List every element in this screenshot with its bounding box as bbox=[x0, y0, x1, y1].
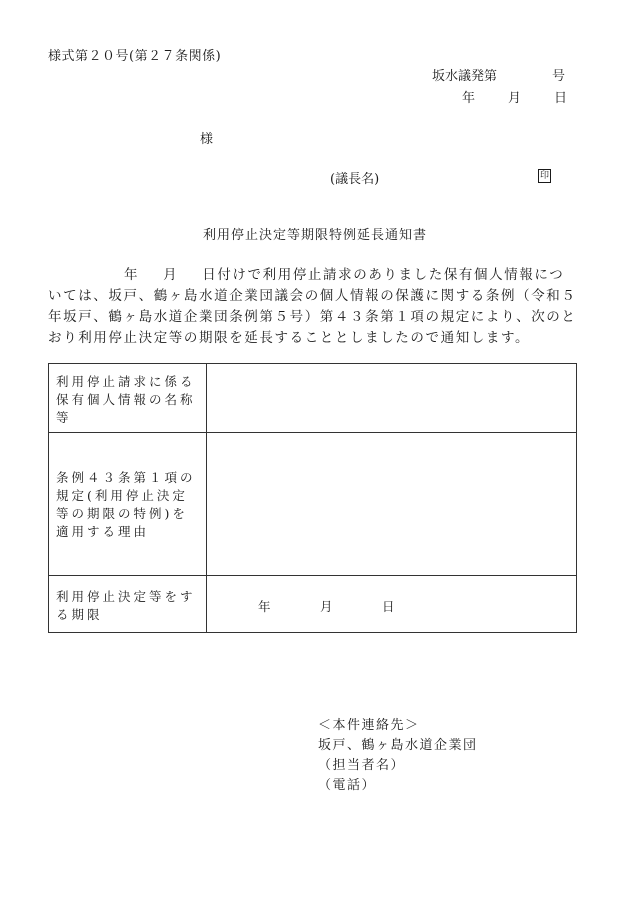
table-row bbox=[49, 364, 577, 433]
issue-date-year: 年 bbox=[462, 91, 476, 106]
table-row bbox=[49, 433, 577, 576]
deadline-year: 年 bbox=[258, 599, 271, 614]
contact-person: （担当者名） bbox=[318, 758, 406, 773]
row-label-information-name: 利用停止請求に係る保有個人情報の名称等 bbox=[49, 364, 207, 433]
table-row bbox=[49, 576, 577, 633]
contact-heading: ＜本件連絡先＞ bbox=[318, 718, 420, 733]
body-line-1 bbox=[48, 265, 578, 286]
row-value-information-name[interactable] bbox=[207, 364, 577, 433]
issue-date-month: 月 bbox=[508, 91, 522, 106]
deadline-month: 月 bbox=[320, 599, 333, 614]
body-line-1-rest: 日付けで利用停止請求のありました保有個人情報につ bbox=[202, 267, 565, 283]
notice-body bbox=[48, 265, 578, 349]
form-number-label: 様式第２０号(第２７条関係) bbox=[48, 49, 222, 64]
body-year: 年 bbox=[124, 267, 140, 283]
deadline-day: 日 bbox=[382, 599, 395, 614]
body-line-2: いては、坂戸、鶴ヶ島水道企業団議会の個人情報の保護に関する条例（令和５ bbox=[48, 288, 577, 304]
row-label-reason: 条例４３条第１項の規定(利用停止決定等の期限の特例)を適用する理由 bbox=[49, 433, 207, 576]
contact-organization: 坂戸、鶴ヶ島水道企業団 bbox=[318, 738, 478, 753]
document-number-prefix: 坂水議発第 bbox=[432, 69, 498, 84]
seal-mark: 印 bbox=[539, 171, 549, 181]
contact-block bbox=[318, 716, 478, 796]
addressee-honorific: 様 bbox=[200, 132, 214, 147]
document-number-suffix: 号 bbox=[552, 69, 566, 84]
body-month: 月 bbox=[163, 267, 179, 283]
row-label-deadline: 利用停止決定等をする期限 bbox=[49, 576, 207, 633]
body-line-3: 年坂戸、鶴ヶ島水道企業団条例第５号）第４３条第１項の規定により、次のと bbox=[48, 309, 577, 325]
details-table bbox=[48, 363, 577, 633]
issue-date-day: 日 bbox=[554, 91, 568, 106]
document-title: 利用停止決定等期限特例延長通知書 bbox=[202, 228, 427, 243]
document-number bbox=[432, 69, 566, 84]
row-value-deadline[interactable] bbox=[207, 576, 577, 633]
body-line-4: おり利用停止決定等の期限を延長することとしましたので通知します。 bbox=[48, 330, 531, 346]
contact-phone: （電話） bbox=[318, 778, 377, 793]
sender-name-label: (議長名) bbox=[330, 172, 380, 187]
row-value-reason[interactable] bbox=[207, 433, 577, 576]
